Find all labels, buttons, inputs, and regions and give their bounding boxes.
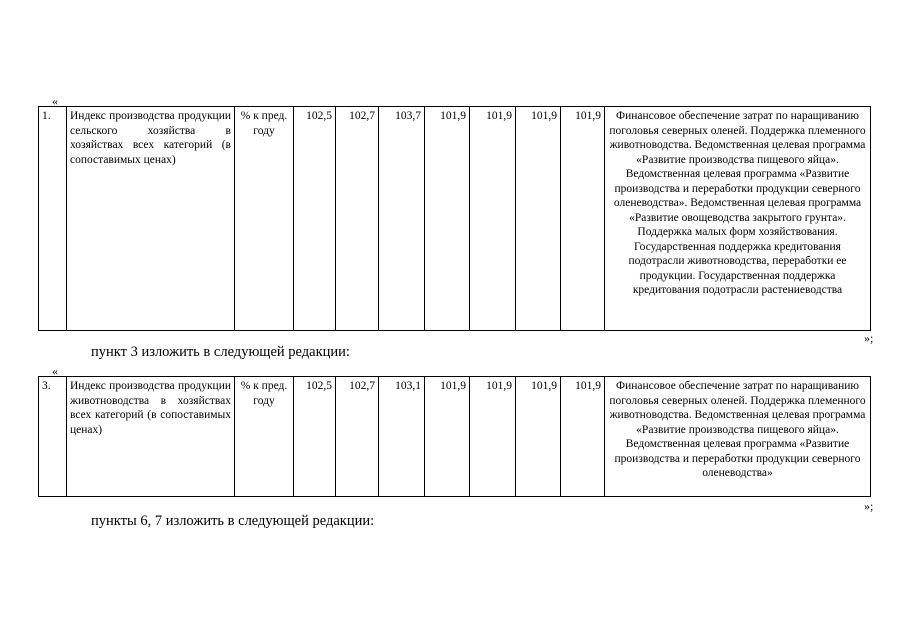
- value-cell: 101,9: [425, 107, 470, 331]
- closing-quote: »;: [864, 499, 874, 513]
- row-number: 1.: [39, 107, 67, 331]
- opening-quote: «: [52, 94, 58, 108]
- value-cell: 102,5: [294, 107, 336, 331]
- value-cell: 101,9: [470, 107, 516, 331]
- financing-sources: Финансовое обеспечение затрат по наращиванию поголовья северных оленей. Поддержка племенного животноводства. Ведомственная целевая программа «Развитие производства пищевого яйца». Ведомственная целевая программа «Развитие производства и переработки продукции северного оленеводства». Ведомственная целевая программа «Развитие овощеводства закрытого грунта». Поддержка малых форм хозяйствования. Государственная поддержка кредитования подотрасли животноводства, переработки ее продукции. Государственная поддержка кредитования подотрасли растениеводства: [605, 107, 871, 331]
- financing-sources: Финансовое обеспечение затрат по наращиванию поголовья северных оленей. Поддержка племенного животноводства. Ведомственная целевая программа «Развитие производства пищевого яйца». Ведомственная целевая программа «Развитие производства и переработки продукции северного оленеводства»: [605, 377, 871, 497]
- value-cell: 101,9: [561, 377, 605, 497]
- value-cell: 102,7: [336, 107, 379, 331]
- value-cell: 102,7: [336, 377, 379, 497]
- closing-quote: »;: [864, 331, 874, 345]
- indicator-name: Индекс производства продукции животноводства в хозяйствах всех категорий (в сопоставимых ценах): [67, 377, 235, 497]
- value-cell: 101,9: [516, 377, 561, 497]
- opening-quote: «: [52, 364, 58, 378]
- indicator-table-row-1: [38, 106, 871, 331]
- value-cell: 103,1: [379, 377, 425, 497]
- indicator-name: Индекс производства продукции сельского хозяйства в хозяйствах всех категорий (в сопоставимых ценах): [67, 107, 235, 331]
- row-number: 3.: [39, 377, 67, 497]
- table-row: [39, 377, 871, 497]
- value-cell: 101,9: [516, 107, 561, 331]
- amendment-paragraph: пункт 3 изложить в следующей редакции:: [91, 344, 350, 360]
- value-cell: 103,7: [379, 107, 425, 331]
- value-cell: 101,9: [561, 107, 605, 331]
- unit-of-measure: % к пред. году: [235, 107, 294, 331]
- table-row: [39, 107, 871, 331]
- indicator-table-row-3: [38, 376, 871, 497]
- value-cell: 101,9: [425, 377, 470, 497]
- unit-of-measure: % к пред. году: [235, 377, 294, 497]
- value-cell: 102,5: [294, 377, 336, 497]
- value-cell: 101,9: [470, 377, 516, 497]
- amendment-paragraph: пункты 6, 7 изложить в следующей редакции:: [91, 513, 375, 529]
